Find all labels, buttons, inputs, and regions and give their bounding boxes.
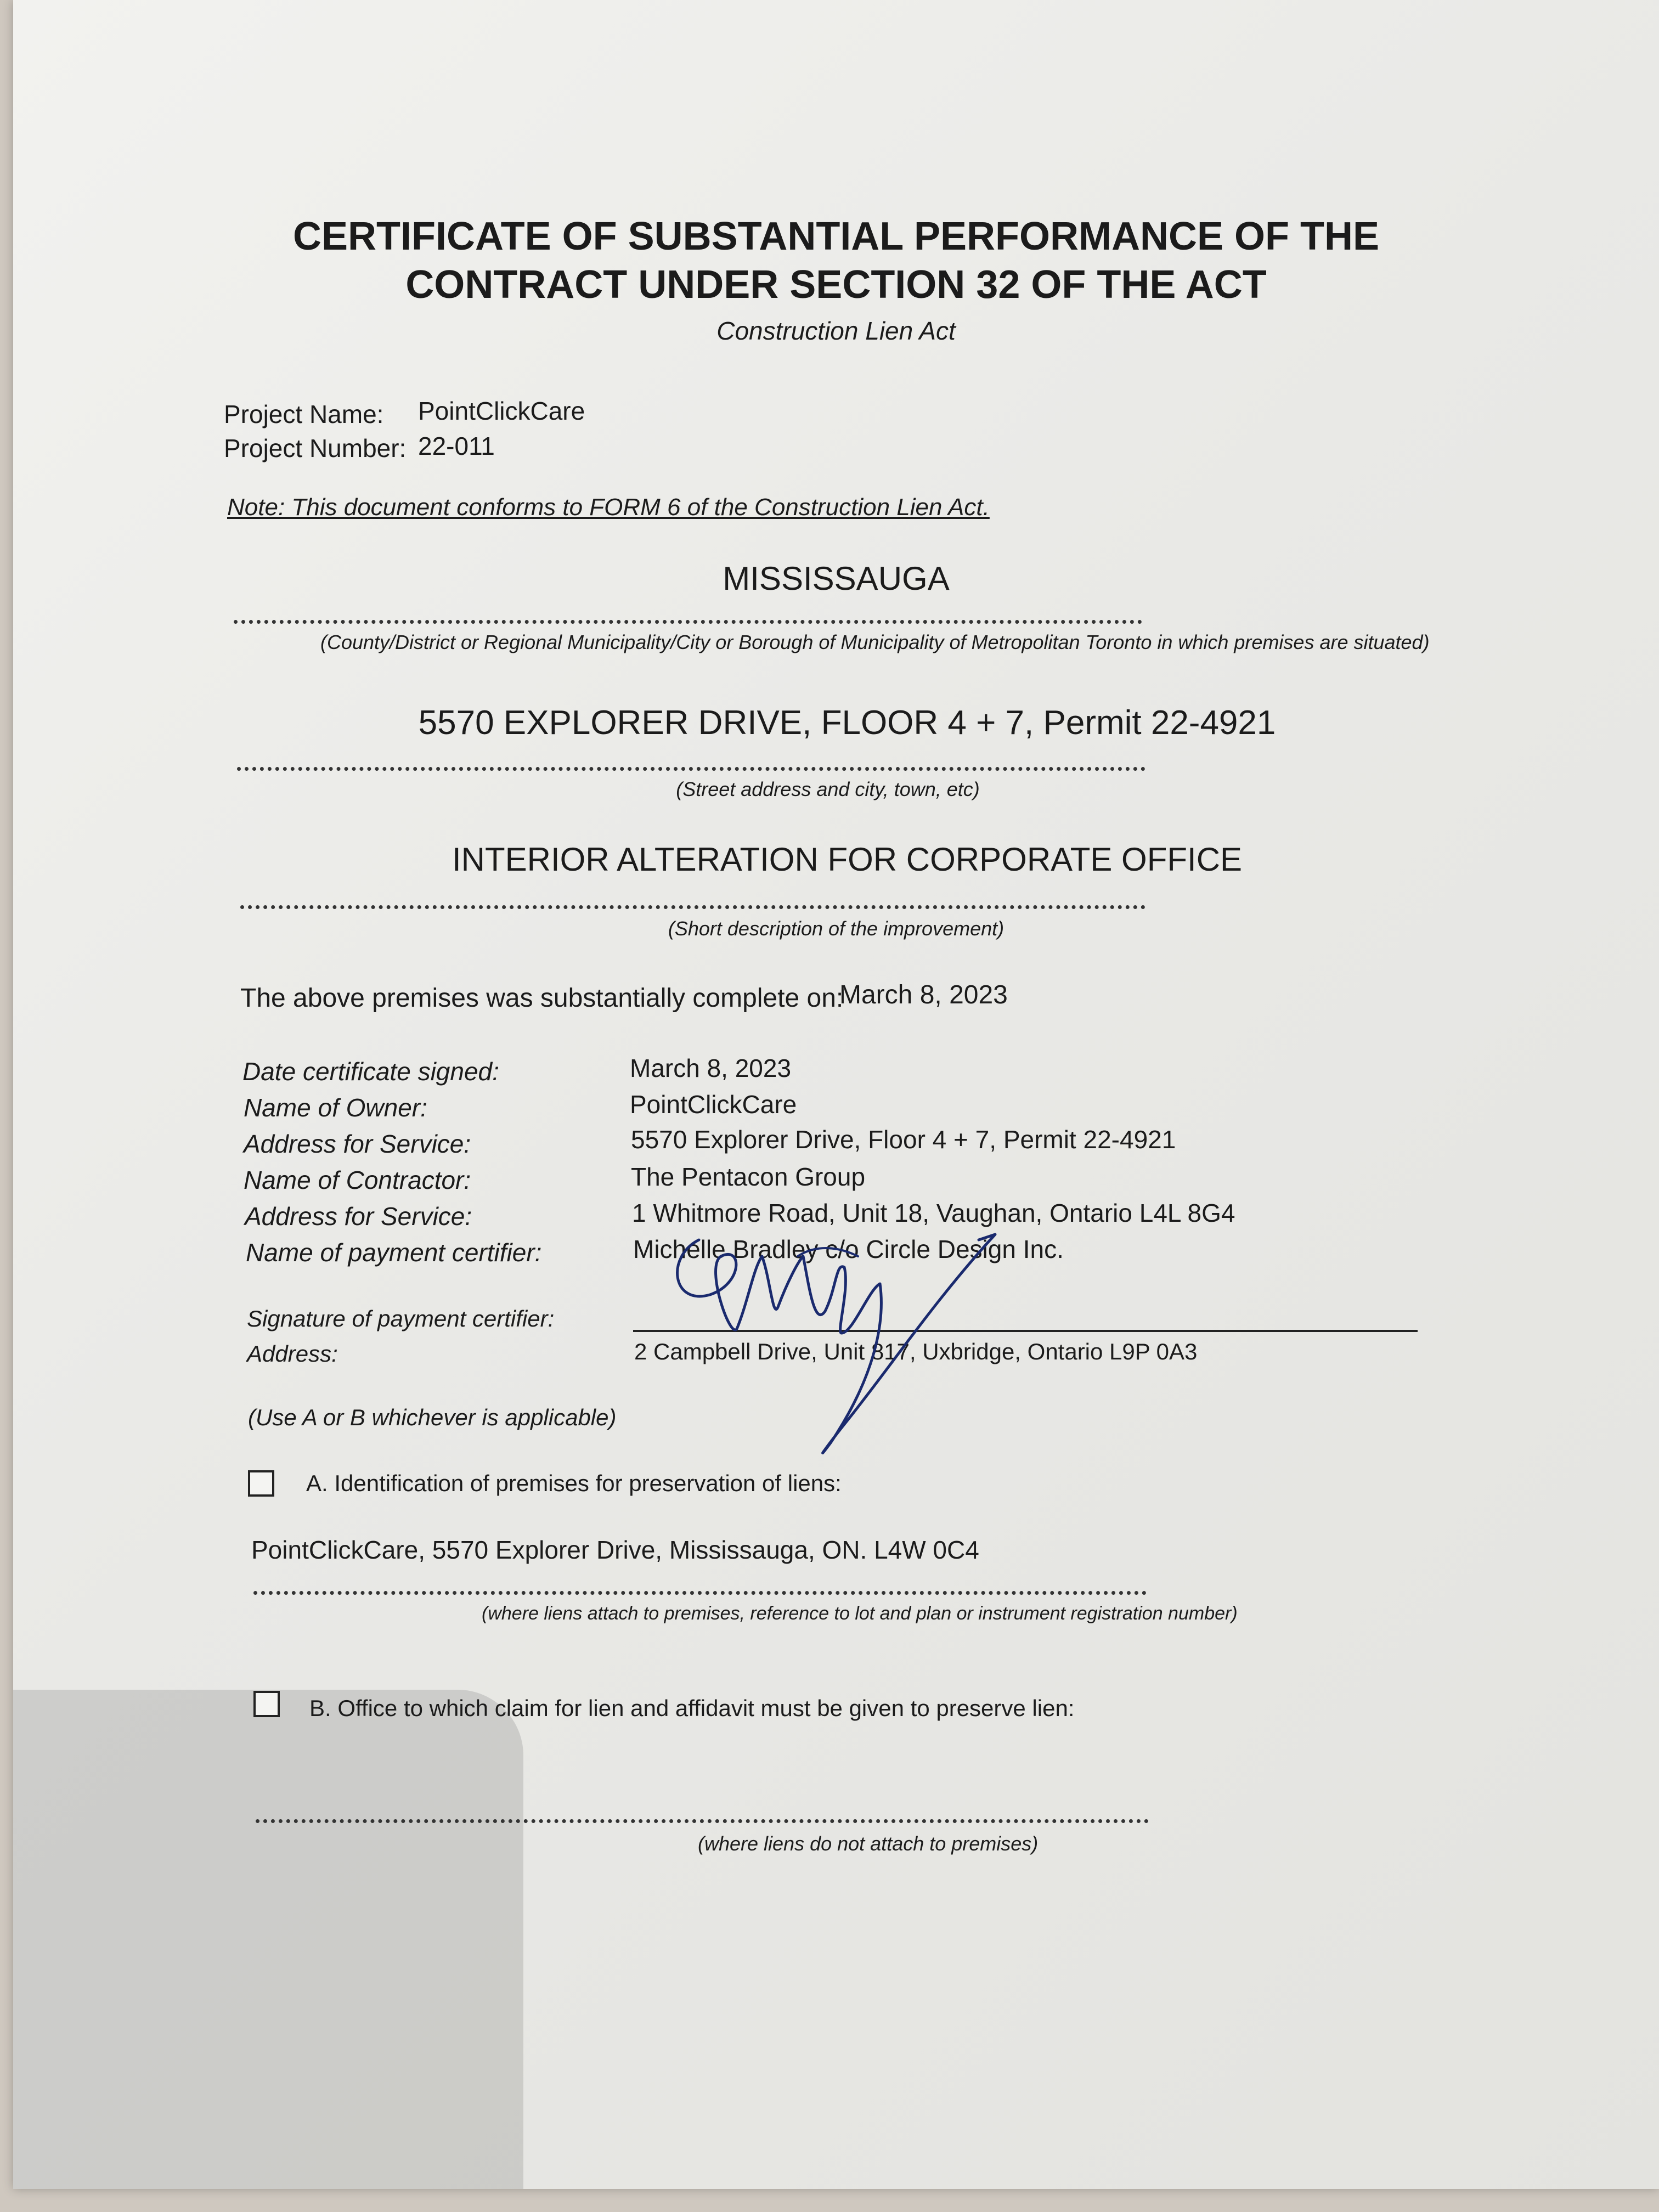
option-a-line — [253, 1591, 1147, 1595]
field-value-contractor-address: 1 Whitmore Road, Unit 18, Vaughan, Ontario L4L 8G4 — [632, 1199, 1235, 1227]
option-b-checkbox[interactable] — [253, 1691, 280, 1717]
signature-label: Signature of payment certifier: — [247, 1306, 555, 1331]
subtitle: Construction Lien Act — [716, 317, 956, 345]
hand-shadow — [13, 1690, 523, 2189]
certifier-address-label: Address: — [247, 1341, 338, 1367]
street-address-line — [237, 767, 1146, 771]
street-address-value: 5570 EXPLORER DRIVE, FLOOR 4 + 7, Permit 22-4921 — [418, 704, 1276, 742]
use-a-or-b-note: (Use A or B whichever is applicable) — [248, 1404, 617, 1430]
form-note: Note: This document conforms to FORM 6 of the Construction Lien Act. — [227, 494, 990, 521]
option-b-caption: (where liens do not attach to premises) — [698, 1832, 1039, 1855]
project-name-value: PointClickCare — [418, 397, 585, 425]
field-value-owner: PointClickCare — [630, 1090, 797, 1119]
field-label-certifier: Name of payment certifier: — [246, 1238, 542, 1267]
completion-label: The above premises was substantially complete on: — [240, 984, 844, 1013]
field-value-certifier: Michelle Bradley c/o Circle Design Inc. — [633, 1235, 1064, 1263]
improvement-line — [240, 905, 1146, 909]
municipality-caption: (County/District or Regional Municipality/City or Borough of Municipality of Metropolitan Toronto in which premises are situated) — [320, 631, 1430, 653]
title-line-1: CERTIFICATE OF SUBSTANTIAL PERFORMANCE OF THE — [293, 215, 1379, 258]
project-number-value: 22-011 — [418, 432, 495, 460]
option-b-label: B. Office to which claim for lien and affidavit must be given to preserve lien: — [309, 1695, 1075, 1721]
municipality-value: MISSISSAUGA — [723, 560, 950, 597]
field-value-owner-address: 5570 Explorer Drive, Floor 4 + 7, Permit 22-4921 — [631, 1125, 1176, 1154]
field-label-owner: Name of Owner: — [244, 1093, 427, 1122]
field-label-contractor: Name of Contractor: — [244, 1166, 471, 1194]
municipality-line — [234, 620, 1142, 624]
street-address-caption: (Street address and city, town, etc) — [676, 778, 980, 800]
option-b-line — [256, 1819, 1149, 1823]
field-value-contractor: The Pentacon Group — [631, 1163, 866, 1191]
project-number-label: Project Number: — [224, 434, 407, 462]
improvement-value: INTERIOR ALTERATION FOR CORPORATE OFFICE — [452, 841, 1243, 878]
field-label-contractor-address: Address for Service: — [245, 1202, 472, 1231]
field-label-owner-address: Address for Service: — [244, 1130, 471, 1158]
completion-date: March 8, 2023 — [839, 980, 1008, 1009]
field-value-date-signed: March 8, 2023 — [630, 1054, 792, 1082]
option-a-value: PointClickCare, 5570 Explorer Drive, Mississauga, ON. L4W 0C4 — [251, 1536, 979, 1564]
handwritten-signature — [661, 1223, 1099, 1465]
certifier-address-value: 2 Campbell Drive, Unit 817, Uxbridge, Ontario L9P 0A3 — [634, 1339, 1198, 1364]
title-line-2: CONTRACT UNDER SECTION 32 OF THE ACT — [405, 263, 1267, 307]
field-label-date-signed: Date certificate signed: — [242, 1057, 499, 1086]
option-a-label: A. Identification of premises for preservation of liens: — [306, 1470, 842, 1496]
improvement-caption: (Short description of the improvement) — [668, 917, 1005, 940]
project-name-label: Project Name: — [224, 400, 384, 428]
certificate-page — [13, 0, 1659, 2189]
option-a-checkbox[interactable] — [248, 1470, 274, 1497]
option-a-caption: (where liens attach to premises, reference to lot and plan or instrument registration number) — [482, 1603, 1238, 1624]
